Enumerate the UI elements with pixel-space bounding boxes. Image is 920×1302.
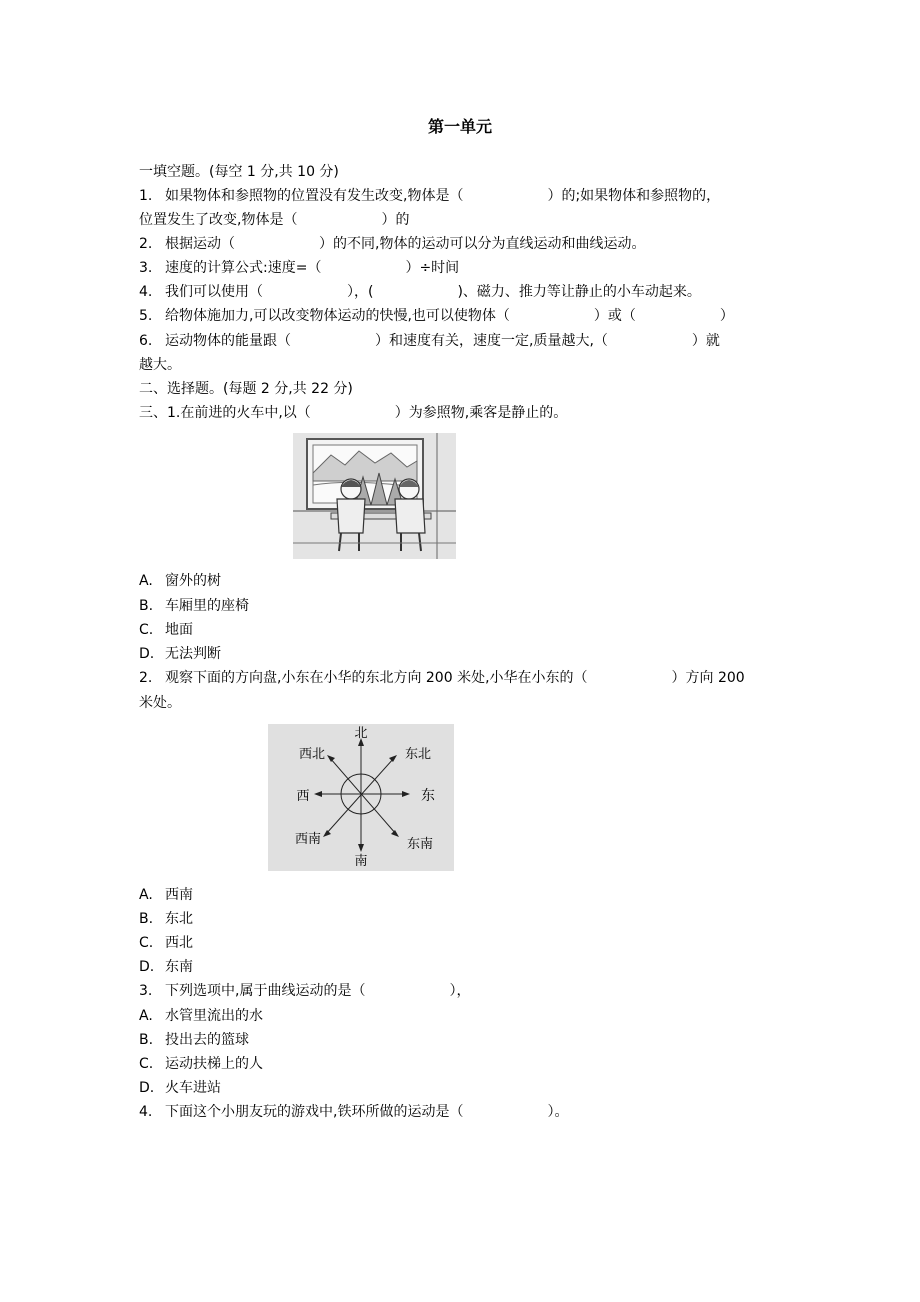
q1-option-b — [139, 596, 249, 616]
compass-southeast-label: 东南 — [406, 837, 434, 852]
q4-line — [139, 282, 701, 302]
choice-q4-number: 4. — [139, 1104, 153, 1120]
choice-q3-text: 下列选项中,属于曲线运动的是（ ）， — [165, 983, 471, 999]
q2-option-c-text: 西北 — [165, 935, 193, 951]
section1-heading: 一填空题。(每空 1 分,共 10 分) — [139, 164, 339, 180]
q1-option-a-letter: A. — [139, 573, 153, 589]
q3-option-c-text: 运动扶梯上的人 — [165, 1056, 263, 1072]
q3-number: 3. — [139, 260, 153, 276]
q1-option-d-letter: D. — [139, 646, 155, 662]
choice-q2-text-a: 观察下面的方向盘,小东在小华的东北方向 200 米处,小华在小东的（ ）方向 200 — [165, 670, 745, 686]
q4-text: 我们可以使用（ ），( )、磁力、推力等让静止的小车动起来。 — [165, 284, 701, 300]
q2-option-a-text: 西南 — [165, 887, 193, 903]
q3-option-c — [139, 1054, 263, 1074]
q1-option-c-text: 地面 — [165, 622, 193, 638]
q2-number: 2. — [139, 236, 153, 252]
q2-line — [139, 234, 645, 254]
q1-option-d — [139, 644, 221, 664]
compass-west-label: 西 — [296, 789, 310, 804]
q3-line — [139, 258, 459, 278]
q2-text: 根据运动（ ）的不同,物体的运动可以分为直线运动和曲线运动。 — [165, 236, 646, 252]
q4-number: 4. — [139, 284, 153, 300]
choice-q2-line1 — [139, 668, 745, 688]
train-passengers-image — [293, 433, 456, 559]
q1-option-b-text: 车厢里的座椅 — [165, 598, 249, 614]
q5-number: 5. — [139, 308, 153, 324]
choice-q4-text: 下面这个小朋友玩的游戏中,铁环所做的运动是（ ）。 — [165, 1104, 569, 1120]
q3-option-b-text: 投出去的篮球 — [165, 1032, 249, 1048]
section2-heading: 二、选择题。(每题 2 分,共 22 分) — [139, 381, 353, 397]
q3-option-d — [139, 1078, 221, 1098]
q3-option-a-letter: A. — [139, 1008, 153, 1024]
choice-q3-number: 3. — [139, 983, 153, 999]
q1-option-a — [139, 571, 221, 591]
q5-line — [139, 306, 734, 326]
q6-number: 6. — [139, 333, 153, 349]
q1-line2: 位置发生了改变,物体是（ ）的 — [139, 212, 410, 228]
choice-q2-number: 2. — [139, 670, 153, 686]
choice-q2-line2: 米处。 — [139, 695, 181, 711]
q2-option-b — [139, 909, 193, 929]
q3-option-a-text: 水管里流出的水 — [165, 1008, 263, 1024]
q2-option-a — [139, 885, 193, 905]
q1-text-a: 如果物体和参照物的位置没有发生改变,物体是（ ）的;如果物体和参照物的， — [165, 188, 721, 204]
q3-option-d-text: 火车进站 — [165, 1080, 221, 1096]
q6-text-a: 运动物体的能量跟（ ）和速度有关，速度一定,质量越大,（ ）就 — [165, 333, 720, 349]
compass-northeast-label: 东北 — [404, 747, 432, 762]
q1-option-c — [139, 620, 193, 640]
q3-option-b-letter: B. — [139, 1032, 154, 1048]
compass-east-label: 东 — [421, 788, 435, 804]
q3-option-b — [139, 1030, 249, 1050]
q2-option-d-text: 东南 — [165, 959, 193, 975]
q1-option-c-letter: C. — [139, 622, 154, 638]
q6-line2: 越大。 — [139, 357, 181, 373]
q2-option-d — [139, 957, 193, 977]
q2-option-d-letter: D. — [139, 959, 155, 975]
q1-option-b-letter: B. — [139, 598, 154, 614]
q1-number: 1. — [139, 188, 153, 204]
q1-line1 — [139, 186, 720, 206]
q3-text: 速度的计算公式:速度=（ ）÷时间 — [165, 260, 460, 276]
choice-q3-line — [139, 981, 470, 1001]
q2-option-b-text: 东北 — [165, 911, 193, 927]
q2-option-b-letter: B. — [139, 911, 154, 927]
compass-southwest-label: 西南 — [294, 832, 322, 847]
q2-option-c-letter: C. — [139, 935, 154, 951]
q1-option-d-text: 无法判断 — [165, 646, 221, 662]
compass-north-label: 北 — [354, 726, 368, 741]
compass-south-label: 南 — [354, 854, 368, 869]
compass-image — [268, 724, 454, 871]
q3-option-d-letter: D. — [139, 1080, 155, 1096]
q5-text: 给物体施加力,可以改变物体运动的快慢,也可以使物体（ ）或（ ） — [165, 308, 734, 324]
choice-q1-text: 三、1.在前进的火车中,以（ ）为参照物,乘客是静止的。 — [139, 405, 568, 421]
q3-option-c-letter: C. — [139, 1056, 154, 1072]
q2-option-a-letter: A. — [139, 887, 153, 903]
q1-option-a-text: 窗外的树 — [165, 573, 221, 589]
q2-option-c — [139, 933, 193, 953]
q6-line1 — [139, 331, 720, 351]
compass-northwest-label: 西北 — [298, 747, 326, 762]
q3-option-a — [139, 1006, 263, 1026]
choice-q4-line — [139, 1102, 568, 1122]
page-title: 第一单元 — [427, 117, 492, 136]
